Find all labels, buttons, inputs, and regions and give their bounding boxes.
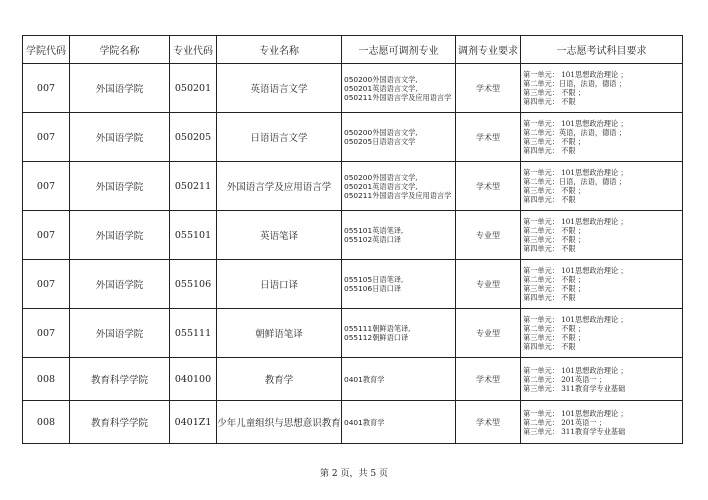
cell-school-code: 007 [23, 113, 70, 162]
adjustable-name: 英语语言文学, [372, 181, 418, 191]
subject-line: 第四单元： 不限 [523, 97, 576, 106]
subject-line: 第三单元： 不限 ； [523, 284, 586, 293]
adjustable-item [344, 75, 455, 84]
subject-line: 第二单元：日语，法语，德语 ； [523, 177, 626, 186]
cell-adjustable [342, 260, 456, 309]
adjustable-code: 050200 [344, 172, 373, 182]
cell-adjustable [342, 162, 456, 211]
adjustable-code: 050211 [344, 92, 373, 102]
cell-adjustable [342, 113, 456, 162]
cell-subjects [521, 401, 683, 444]
adjustable-item [344, 191, 455, 200]
cell-adjustable [342, 309, 456, 358]
adjustable-name: 日语笔译, [372, 275, 404, 284]
admissions-table [22, 35, 683, 444]
subject-line: 第一单元： 101思想政治理论 ； [523, 70, 628, 79]
cell-major-code: 050205 [170, 113, 217, 162]
cell-major-code: 050211 [170, 162, 217, 211]
cell-adjustable [342, 64, 456, 113]
cell-major-name: 少年儿童组织与思想意识教育 [217, 401, 342, 444]
adjustable-name: 朝鲜语笔译, [372, 324, 411, 333]
cell-school-code: 007 [23, 162, 70, 211]
subject-line: 第二单元： 不限 ； [523, 275, 586, 284]
subject-line: 第一单元： 101思想政治理论 ； [523, 365, 628, 375]
header-major-code: 专业代码 [170, 36, 217, 64]
adjustable-item [344, 375, 455, 384]
table-row [23, 260, 683, 309]
adjustable-code: 0401 [344, 417, 363, 427]
cell-major-name: 朝鲜语笔译 [217, 309, 342, 358]
subject-line: 第二单元： 不限 ； [523, 226, 586, 235]
cell-requirement: 学术型 [456, 401, 521, 444]
subject-line: 第四单元： 不限 [523, 195, 576, 204]
header-adjustable: 一志愿可调剂专业 [342, 36, 456, 64]
cell-subjects [521, 358, 683, 401]
cell-subjects [521, 211, 683, 260]
table-body [23, 64, 683, 444]
subject-line: 第一单元： 101思想政治理论 ； [523, 119, 628, 128]
subject-line: 第四单元： 不限 [523, 244, 576, 253]
adjustable-name: 外国语言文学, [372, 74, 418, 84]
adjustable-name: 外国语言文学, [372, 128, 418, 137]
adjustable-code: 050211 [344, 190, 373, 200]
subject-line: 第一单元： 101思想政治理论 ； [523, 315, 628, 324]
adjustable-item [344, 235, 455, 244]
table-header-row [23, 36, 683, 64]
cell-requirement: 专业型 [456, 260, 521, 309]
adjustable-code: 055105 [344, 275, 373, 284]
cell-major-code: 055101 [170, 211, 217, 260]
cell-school-code: 008 [23, 358, 70, 401]
header-requirement: 调剂专业要求 [456, 36, 521, 64]
adjustable-code: 050200 [344, 74, 373, 84]
adjustable-code: 050201 [344, 83, 373, 93]
subject-line: 第一单元： 101思想政治理论 ； [523, 408, 628, 418]
cell-school-code: 007 [23, 309, 70, 358]
subject-line: 第三单元： 不限 ； [523, 235, 586, 244]
adjustable-item [344, 226, 455, 235]
cell-school-name: 外国语学院 [70, 211, 170, 260]
cell-subjects [521, 162, 683, 211]
adjustable-item [344, 418, 455, 427]
cell-major-name: 外国语言学及应用语言学 [217, 162, 342, 211]
table-row [23, 401, 683, 444]
subject-line: 第二单元： 201英语一 ； [523, 417, 606, 427]
cell-major-name: 英语语言文学 [217, 64, 342, 113]
adjustable-name: 朝鲜语口译 [372, 333, 409, 342]
subject-line: 第三单元： 不限 ； [523, 137, 586, 146]
cell-major-code: 055111 [170, 309, 217, 358]
cell-school-code: 007 [23, 211, 70, 260]
subject-line: 第四单元： 不限 [523, 146, 576, 155]
adjustable-name: 英语笔译, [372, 226, 404, 235]
cell-school-name: 教育科学学院 [70, 358, 170, 401]
subject-line: 第三单元： 311教育学专业基础 [523, 383, 626, 393]
cell-major-name: 教育学 [217, 358, 342, 401]
adjustable-name: 教育学 [362, 374, 385, 384]
cell-subjects [521, 309, 683, 358]
cell-school-name: 外国语学院 [70, 113, 170, 162]
table-row [23, 162, 683, 211]
adjustable-item [344, 275, 455, 284]
cell-major-name: 英语笔译 [217, 211, 342, 260]
adjustable-name: 外国语言学及应用语言学 [372, 190, 452, 200]
cell-requirement: 学术型 [456, 64, 521, 113]
adjustable-code: 050201 [344, 181, 373, 191]
adjustable-item [344, 137, 455, 146]
adjustable-name: 外国语言学及应用语言学 [372, 92, 452, 102]
table-row [23, 309, 683, 358]
header-school-name: 学院名称 [70, 36, 170, 64]
adjustable-item [344, 128, 455, 137]
adjustable-name: 日语语言文学 [372, 137, 416, 146]
cell-school-code: 007 [23, 64, 70, 113]
adjustable-item [344, 333, 455, 342]
page-footer: 第 2 页，共 5 页 [320, 469, 388, 479]
subject-line: 第三单元： 311教育学专业基础 [523, 426, 626, 436]
subject-line: 第二单元：英语，法语，德语 ； [523, 128, 626, 137]
cell-adjustable [342, 401, 456, 444]
adjustable-item [344, 182, 455, 191]
subject-line: 第二单元： 不限 ； [523, 324, 586, 333]
subject-line: 第二单元：日语，法语，德语 ； [523, 79, 626, 88]
subject-line: 第三单元： 不限 ； [523, 333, 586, 342]
header-subjects: 一志愿考试科目要求 [521, 36, 683, 64]
adjustable-code: 0401 [344, 374, 363, 384]
subject-line: 第三单元： 不限 ； [523, 186, 586, 195]
adjustable-name: 日语口译 [372, 284, 401, 293]
cell-adjustable [342, 358, 456, 401]
adjustable-name: 英语语言文学, [372, 83, 418, 93]
adjustable-name: 教育学 [362, 417, 385, 427]
cell-school-code: 008 [23, 401, 70, 444]
adjustable-item [344, 324, 455, 333]
table-row [23, 113, 683, 162]
subject-line: 第一单元： 101思想政治理论 ； [523, 266, 628, 275]
table-row [23, 358, 683, 401]
adjustable-item [344, 93, 455, 102]
cell-major-name: 日语语言文学 [217, 113, 342, 162]
adjustable-item [344, 284, 455, 293]
adjustable-code: 055106 [344, 284, 373, 293]
subject-line: 第三单元： 不限 ； [523, 88, 586, 97]
cell-major-code: 050201 [170, 64, 217, 113]
cell-requirement: 学术型 [456, 113, 521, 162]
cell-requirement: 学术型 [456, 162, 521, 211]
cell-school-code: 007 [23, 260, 70, 309]
cell-subjects [521, 260, 683, 309]
adjustable-item [344, 173, 455, 182]
cell-school-name: 外国语学院 [70, 162, 170, 211]
adjustable-code: 055102 [344, 235, 373, 244]
cell-major-code: 055106 [170, 260, 217, 309]
table-row [23, 211, 683, 260]
cell-major-code: 0401Z1 [170, 401, 217, 444]
subject-line: 第一单元： 101思想政治理论 ； [523, 168, 628, 177]
subject-line: 第一单元： 101思想政治理论 ； [523, 217, 628, 226]
header-school-code: 学院代码 [23, 36, 70, 64]
cell-school-name: 外国语学院 [70, 309, 170, 358]
adjustable-code: 055101 [344, 226, 373, 235]
cell-subjects [521, 113, 683, 162]
adjustable-item [344, 84, 455, 93]
cell-requirement: 专业型 [456, 211, 521, 260]
cell-school-name: 外国语学院 [70, 260, 170, 309]
subject-line: 第二单元： 201英语一 ； [523, 374, 606, 384]
cell-subjects [521, 64, 683, 113]
adjustable-code: 055112 [344, 333, 373, 342]
cell-requirement: 专业型 [456, 309, 521, 358]
cell-major-name: 日语口译 [217, 260, 342, 309]
adjustable-name: 英语口译 [372, 235, 401, 244]
subject-line: 第四单元： 不限 [523, 342, 576, 351]
cell-school-name: 外国语学院 [70, 64, 170, 113]
table-row [23, 64, 683, 113]
cell-adjustable [342, 211, 456, 260]
cell-school-name: 教育科学学院 [70, 401, 170, 444]
subject-line: 第四单元： 不限 [523, 293, 576, 302]
adjustable-name: 外国语言文学, [372, 172, 418, 182]
adjustable-code: 055111 [344, 324, 373, 333]
adjustable-code: 050205 [344, 137, 373, 146]
header-major-name: 专业名称 [217, 36, 342, 64]
cell-major-code: 040100 [170, 358, 217, 401]
cell-requirement: 学术型 [456, 358, 521, 401]
adjustable-code: 050200 [344, 128, 373, 137]
